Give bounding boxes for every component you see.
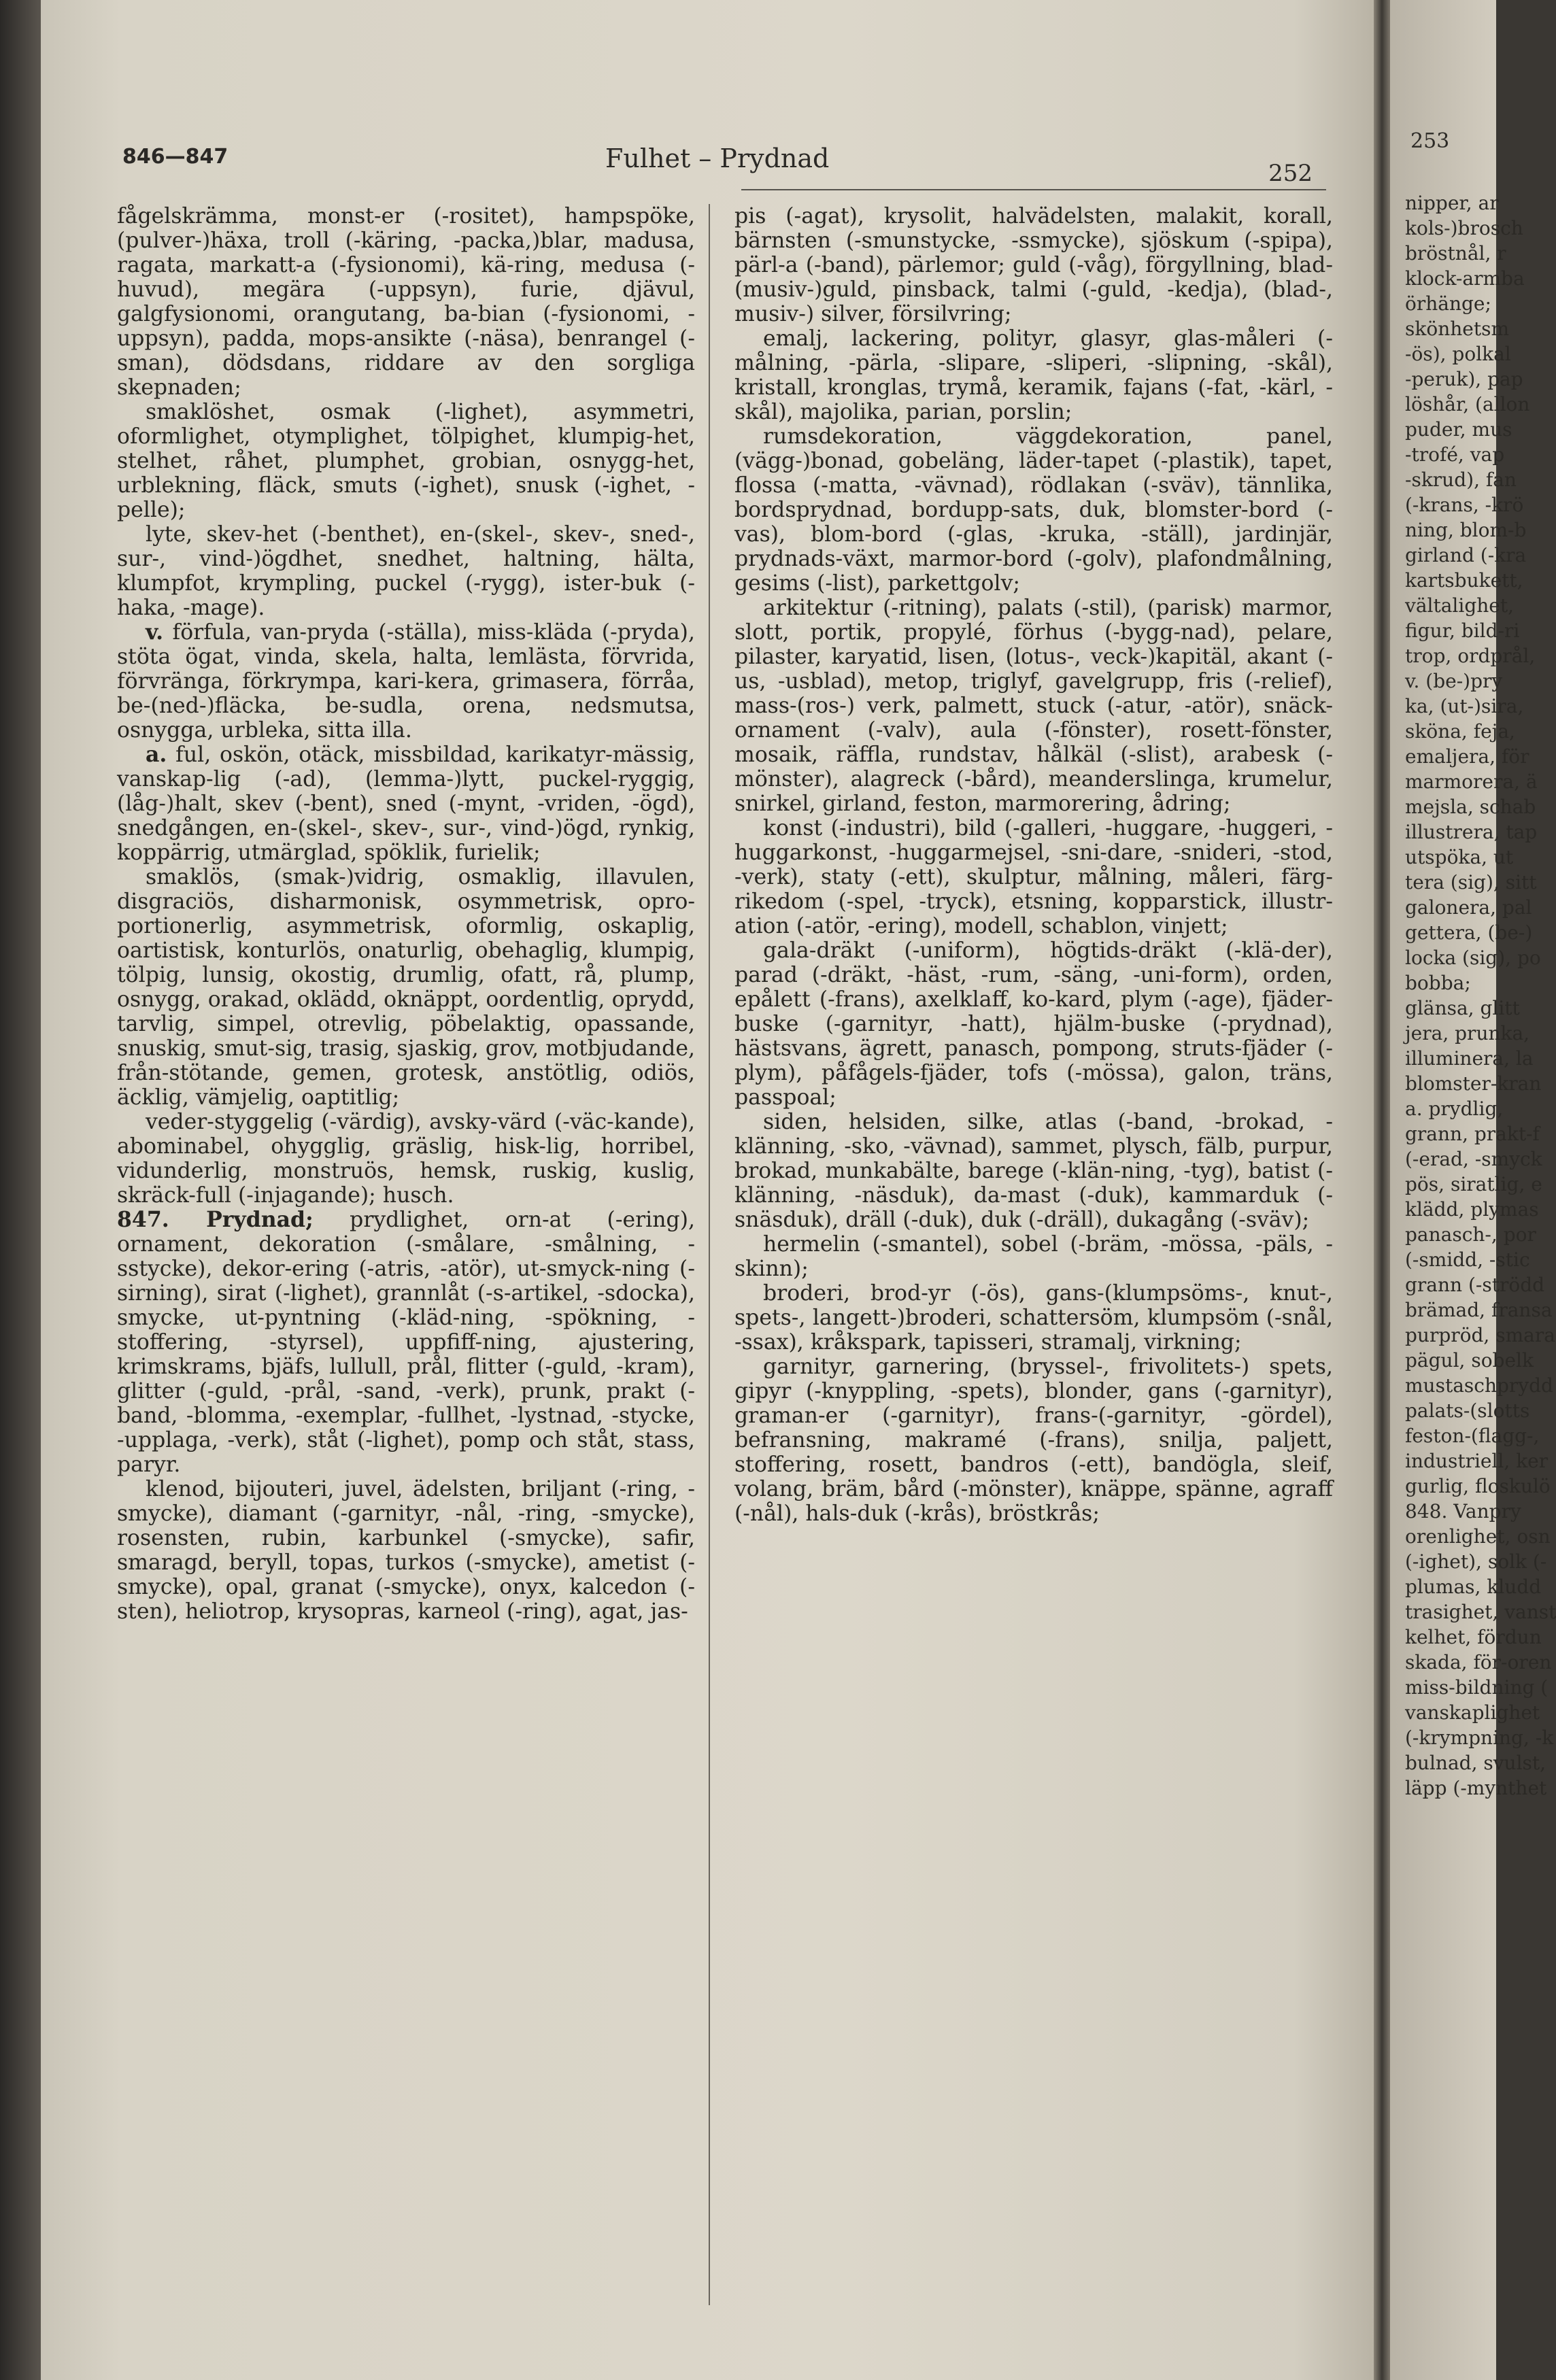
left-paragraph	[117, 204, 695, 400]
page-header	[122, 139, 1326, 187]
next-page-line: ning, blom-b	[1405, 519, 1527, 541]
next-page-line: brämad, fransa	[1405, 1299, 1553, 1321]
right-paragraph	[734, 596, 1333, 816]
next-page-line: girland (-kra	[1405, 544, 1527, 566]
next-page-number: 253	[1410, 129, 1450, 153]
next-page-line: a. prydlig,	[1405, 1098, 1504, 1120]
entry-text: hermelin (-smantel), sobel (-bräm, -mössa, -päls, -skinn);	[734, 1232, 1333, 1281]
next-page-line: (-krympning, -k	[1405, 1727, 1554, 1749]
next-page-line: klädd, plymas	[1405, 1198, 1539, 1221]
column-divider	[709, 204, 710, 2305]
left-paragraph	[117, 400, 695, 522]
left-paragraph	[117, 1208, 695, 1477]
next-page-line: panasch-, por	[1405, 1223, 1536, 1246]
next-page-line: feston-(flagg-,	[1405, 1425, 1540, 1447]
right-paragraph	[734, 1281, 1333, 1355]
left-column	[117, 204, 695, 1624]
entry-text: ful, oskön, otäck, missbildad, karikatyr-mässig, vanskap-lig (-ad), (lemma-)lytt, puckel-ryggig, (låg-)halt, skev (-bent), sned (-mynt, -vriden, -ögd), snedgången, en-(skel-, skev-, sur-, vind-)ögd, rynkig, koppärrig, utmärglad, spöklik, furielik;	[117, 743, 695, 865]
left-paragraph	[117, 522, 695, 620]
right-paragraph	[734, 326, 1333, 424]
next-page-line: mustaschprydd	[1405, 1374, 1553, 1397]
right-paragraph	[734, 1110, 1333, 1232]
next-page-line: (-smidd, -stic	[1405, 1248, 1530, 1271]
right-paragraph	[734, 816, 1333, 938]
entry-text: pis (-agat), krysolit, halvädelsten, malakit, korall, bärnsten (-smunstycke, -ssmycke), sjöskum (-spipa), pärl-a (-band), pärlemor; guld (-våg), förgyllning, blad-(musiv-)guld, pinsback, talmi (-guld, -kedja), (blad-, musiv-) silver, försilvring;	[734, 204, 1333, 326]
next-page-line: puder, mus	[1405, 418, 1512, 441]
next-page-line: skada, för-oren	[1405, 1651, 1552, 1673]
next-page-line: jera, prunka,	[1405, 1022, 1530, 1044]
entry-text: garnityr, garnering, (bryssel-, frivolitets-) spets, gipyr (-knyppling, -spets), blonder, gans (-garnityr), graman-er (-garnityr), frans-(-garnityr, -gördel), befransning, makramé (-frans), snilja, paljett, stoffering, rosett, bandros (-ett), bandögla, sleif, volang, bräm, bård (-mönster), knäppe, spänne, agraff (-nål), hals-duk (-krås), bröstkrås;	[734, 1355, 1333, 1526]
left-paragraph	[117, 620, 695, 743]
next-page-line: emaljera, för	[1405, 745, 1529, 768]
right-paragraph	[734, 938, 1333, 1110]
next-page-line: illuminera, la	[1405, 1047, 1534, 1070]
word-class-label: v.	[146, 619, 164, 645]
next-page-text	[1405, 190, 1556, 1801]
next-page-line: blomster-kran	[1405, 1072, 1542, 1095]
next-page-line: figur, bild-ri	[1405, 619, 1520, 642]
next-page-line: löshår, (allon	[1405, 393, 1530, 415]
next-page-line: bobba;	[1405, 972, 1471, 994]
next-page-line: v. (be-)pry	[1405, 670, 1503, 692]
entry-heading: 847. Prydnad;	[117, 1207, 314, 1232]
entry-text: smaklöshet, osmak (-lighet), asymmetri, oformlighet, otymplighet, tölpighet, klumpig-het, stelhet, råhet, plumphet, grobian, osnygg-het, urblekning, fläck, smuts (-ighet), snusk (-ighet, -pelle);	[117, 400, 695, 522]
next-page-line: locka (sig), po	[1405, 947, 1541, 969]
entry-text: smaklös, (smak-)vidrig, osmaklig, illavulen, disgraciös, disharmonisk, osymmetrisk, opro-portionerlig, asymmetrisk, oformlig, oskaplig, oartistisk, konturlös, onaturlig, obehaglig, klumpig, tölpig, lunsig, okostig, drumlig, ofatt, rå, plump, osnygg, orakad, oklädd, oknäppt, oordentlig, oprydd, tarvlig, simpel, otrevlig, pöbelaktig, opassande, snuskig, smut-sig, trasig, sjaskig, grov, motbjudande, från-stötande, gemen, grotesk, anstötlig, odiös, äcklig, vämjelig, oaptitlig;	[117, 865, 695, 1110]
next-page-line: tera (sig), sitt	[1405, 871, 1537, 894]
entry-text: lyte, skev-het (-benthet), en-(skel-, skev-, sned-, sur-, vind-)ögdhet, snedhet, haltning, hälta, klumpfot, krympling, puckel (-rygg), ister-buk (-haka, -mage).	[117, 522, 695, 620]
page-title: Fulhet – Prydnad	[605, 143, 830, 173]
next-page-line: skönhetsm	[1405, 318, 1510, 340]
next-page-line: -trofé, vap	[1405, 443, 1505, 466]
next-page-line: grann, prakt-f	[1405, 1123, 1540, 1145]
entry-text: emalj, lackering, polityr, glasyr, glas-måleri (-målning, -pärla, -slipare, -sliperi, -slipning, -skål), kristall, kronglas, trymå, keramik, fajans (-fat, -kärl, -skål), majolika, parian, porslin;	[734, 326, 1333, 424]
entry-text: förfula, van-pryda (-ställa), miss-kläda (-pryda), stöta ögat, vinda, skela, halta, lemlästa, förvrida, förvränga, förkrympa, kari-kera, grimasera, förråa, be-(ned-)fläcka, be-sudla, orena, nedsmutsa, osnygga, urbleka, sitta illa.	[117, 620, 695, 743]
next-page-line: orenlighet, osn	[1405, 1525, 1551, 1548]
next-page-line: trasighet, vanst	[1405, 1601, 1556, 1623]
left-paragraph	[117, 865, 695, 1110]
entry-text: konst (-industri), bild (-galleri, -huggare, -huggeri, -huggarkonst, -huggarmejsel, -sni-dare, -sniderі, -stod, -verk), staty (-ett), skulptur, målning, måleri, färg-rikedom (-spel, -tryck), etsning, kopparstick, illustr-ation (-atör, -ering), modell, schablon, vinjett;	[734, 816, 1333, 938]
next-page-line: -peruk), pap	[1405, 368, 1523, 390]
next-page-line: (-ighet), solk (-	[1405, 1550, 1547, 1573]
entry-text: fågelskrämma, monst-er (-rositet), hampspöke, (pulver-)häxa, troll (-käring, -packa,)blar, madusa, ragata, markatt-a (-fysionomi), kä-ring, medusa (-huvud), megära (-uppsyn), furie, djävul, galgfysionomi, orangutang, ba-bian (-fysionomi, -uppsyn), padda, mops-ansikte (-näsa), benrangel (-sman), dödsdans, riddare av den sorgliga skepnaden;	[117, 204, 695, 400]
left-paragraph	[117, 1110, 695, 1208]
next-page-line: ka, (ut-)sira,	[1405, 695, 1524, 717]
next-page-line: kols-)brosch	[1405, 217, 1523, 239]
next-page-line: glänsa, glitt	[1405, 997, 1520, 1019]
next-page-line: kelhet, fördun	[1405, 1626, 1542, 1648]
next-page-line: läpp (-mynthet	[1405, 1777, 1547, 1799]
next-page-line: purpröd, smara	[1405, 1324, 1555, 1346]
next-page-line: marmorera, ä	[1405, 770, 1538, 793]
next-page-line: vältalighet,	[1405, 594, 1515, 617]
next-page-line: sköna, feja,	[1405, 720, 1515, 743]
left-page-edge	[0, 0, 41, 2380]
next-page-line: illustrera, tap	[1405, 821, 1538, 843]
right-paragraph	[734, 424, 1333, 596]
right-column	[734, 204, 1333, 1526]
next-page-line: -ös), polkal	[1405, 343, 1511, 365]
next-page-line: palats-(slotts	[1405, 1399, 1530, 1422]
left-paragraph	[117, 743, 695, 865]
next-page-line: miss-bildning (	[1405, 1676, 1549, 1699]
next-page-line: pös, siratlig, e	[1405, 1173, 1542, 1195]
header-rule	[741, 189, 1326, 190]
entry-text: rumsdekoration, väggdekoration, panel, (vägg-)bonad, gobeläng, läder-tapet (-plastik), tapet, flossa (-matta, -vävnad), rödlakan (-sväv), tännlika, bordsprydnad, bordupp-sats, duk, blomster-bord (-vas), blom-bord (-glas, -kruka, -ställ), jardinjär, prydnads-växt, marmor-bord (-golv), plafondmålning, gesims (-list), parkettgolv;	[734, 424, 1333, 596]
right-paragraph	[734, 1232, 1333, 1281]
entry-text: broderi, brod-yr (-ös), gans-(klumpsöms-, knut-, spets-, langett-)broderi, schattersöm, klumpsöm (-snål, -ssax), kråkspark, tapisseri, stramalj, virkning;	[734, 1281, 1333, 1355]
next-page-line: klock-armba	[1405, 267, 1525, 290]
next-page-line: -skrud), fan	[1405, 469, 1517, 491]
entry-text: siden, helsiden, silke, atlas (-band, -brokad, -klänning, -sko, -vävnad), sammet, plysch, fälb, purpur, brokad, munkabälte, barege (-klän-ning, -tyg), batist (-klänning, -näsduk), da-mast (-duk), kammarduk (-snäsduk), dräll (-duk), duk (-dräll), dukagång (-sväv);	[734, 1110, 1333, 1232]
next-page-line: trop, ordprål,	[1405, 645, 1536, 667]
next-page-fragment	[1390, 0, 1556, 2380]
next-page-line: mejsla, schab	[1405, 796, 1536, 818]
next-page-line: (-krans, -krö	[1405, 494, 1524, 516]
entry-text: prydlighet, orn-at (-ering), ornament, dekoration (-smålare, -smålning, -sstycke), dekor-ering (-atris, -atör), ut-smyck-ning (-sirning), sirat (-lighet), grannlåt (-s-artikel, -sdocka), smycke, ut-pyntning (-kläd-ning, -spökning, -stoffering, -styrsel), uppfiff-ning, ajustering, krimskrams, bjäfs, lullull, prål, flitter (-guld, -kram), glitter (-guld, -prål, -sand, -verk), prunk, prakt (-band, -blomma, -exemplar, -fullhet, -lystnad, -stycke, -upplaga, -verk), ståt (-lighet), pomp och ståt, stass, paryr.	[117, 1208, 695, 1477]
next-page-line: nipper, ar	[1405, 192, 1499, 214]
entry-text: arkitektur (-ritning), palats (-stil), (parisk) marmor, slott, portik, propylé, förhus (-bygg-nad), pelare, pilaster, karyatid, lisen, (lotus-, veck-)kapitäl, akant (-us, -usblad), metop, triglyf, gavelgrupp, fris (-relief), mass-(ros-) verk, palmett, stuck (-atur, -atör), snäck-ornament (-valv), aula (-fönster), rosett-fönster, mosaik, räffla, rundstav, hålkäl (-slist), arabesk (-mönster), alagreck (-bård), meanderslinga, krumelur, snirkel, girland, feston, marmorering, ådring;	[734, 596, 1333, 816]
next-page-line: vanskaplighet	[1405, 1701, 1540, 1724]
next-page-line: örhänge;	[1405, 292, 1491, 315]
word-class-label: a.	[146, 742, 167, 767]
left-page-numbers: 846—847	[122, 145, 229, 169]
next-page-line: bulnad, svulst,	[1405, 1752, 1546, 1774]
entry-text: klenod, bijouteri, juvel, ädelsten, briljant (-ring, -smycke), diamant (-garnityr, -nål, -ring, -smycke), rosensten, rubin, karbunkel (-smycke), safir, smaragd, beryll, topas, turkos (-smycke), ametist (-smycke), opal, granat (-smycke), onyx, kalcedon (-sten), heliotrop, krysopras, karneol (-ring), agat, jas-	[117, 1477, 695, 1624]
next-page-line: bröstnål, r	[1405, 242, 1506, 265]
next-page-line: 848. Vanpry	[1405, 1500, 1521, 1523]
next-page-line: industriell, ker	[1405, 1450, 1549, 1472]
next-page-line: (-erad, -smyck	[1405, 1148, 1542, 1170]
book-gutter	[1374, 0, 1390, 2380]
page-number: 252	[1268, 160, 1313, 187]
left-paragraph	[117, 1477, 695, 1624]
next-page-line: gettera, (be-)	[1405, 921, 1533, 944]
entry-text: gala-dräkt (-uniform), högtids-dräkt (-klä-der), parad (-dräkt, -häst, -rum, -säng, -uni-form), orden, epålett (-frans), axelklaff, ko-kard, plym (-age), fjäder-buske (-garnityr, -hatt), hjälm-buske (-prydnad), hästsvans, ägrett, panasch, pompong, struts-fjäder (-plym), påfågels-fjäder, tofs (-mössa), galon, träns, passpoal;	[734, 938, 1333, 1110]
next-page-line: plumas, kludd	[1405, 1576, 1542, 1598]
entry-text: veder-styggelig (-värdig), avsky-värd (-väc-kande), abominabel, ohygglig, gräslig, hisk-lig, horribel, vidunderlig, monstruös, hemsk, ruskig, kuslig, skräck-full (-injagande); husch.	[117, 1110, 695, 1208]
next-page-line: kartsbukett,	[1405, 569, 1523, 592]
right-paragraph	[734, 1355, 1333, 1526]
next-page-line: pägul, sobelk	[1405, 1349, 1534, 1372]
next-page-line: gurlig, floskulö	[1405, 1475, 1551, 1497]
next-page-line: grann (-strödd	[1405, 1274, 1545, 1296]
right-paragraph	[734, 204, 1333, 326]
next-page-line: galonera, pal	[1405, 896, 1532, 919]
next-page-line: utspöka, ut	[1405, 846, 1514, 868]
